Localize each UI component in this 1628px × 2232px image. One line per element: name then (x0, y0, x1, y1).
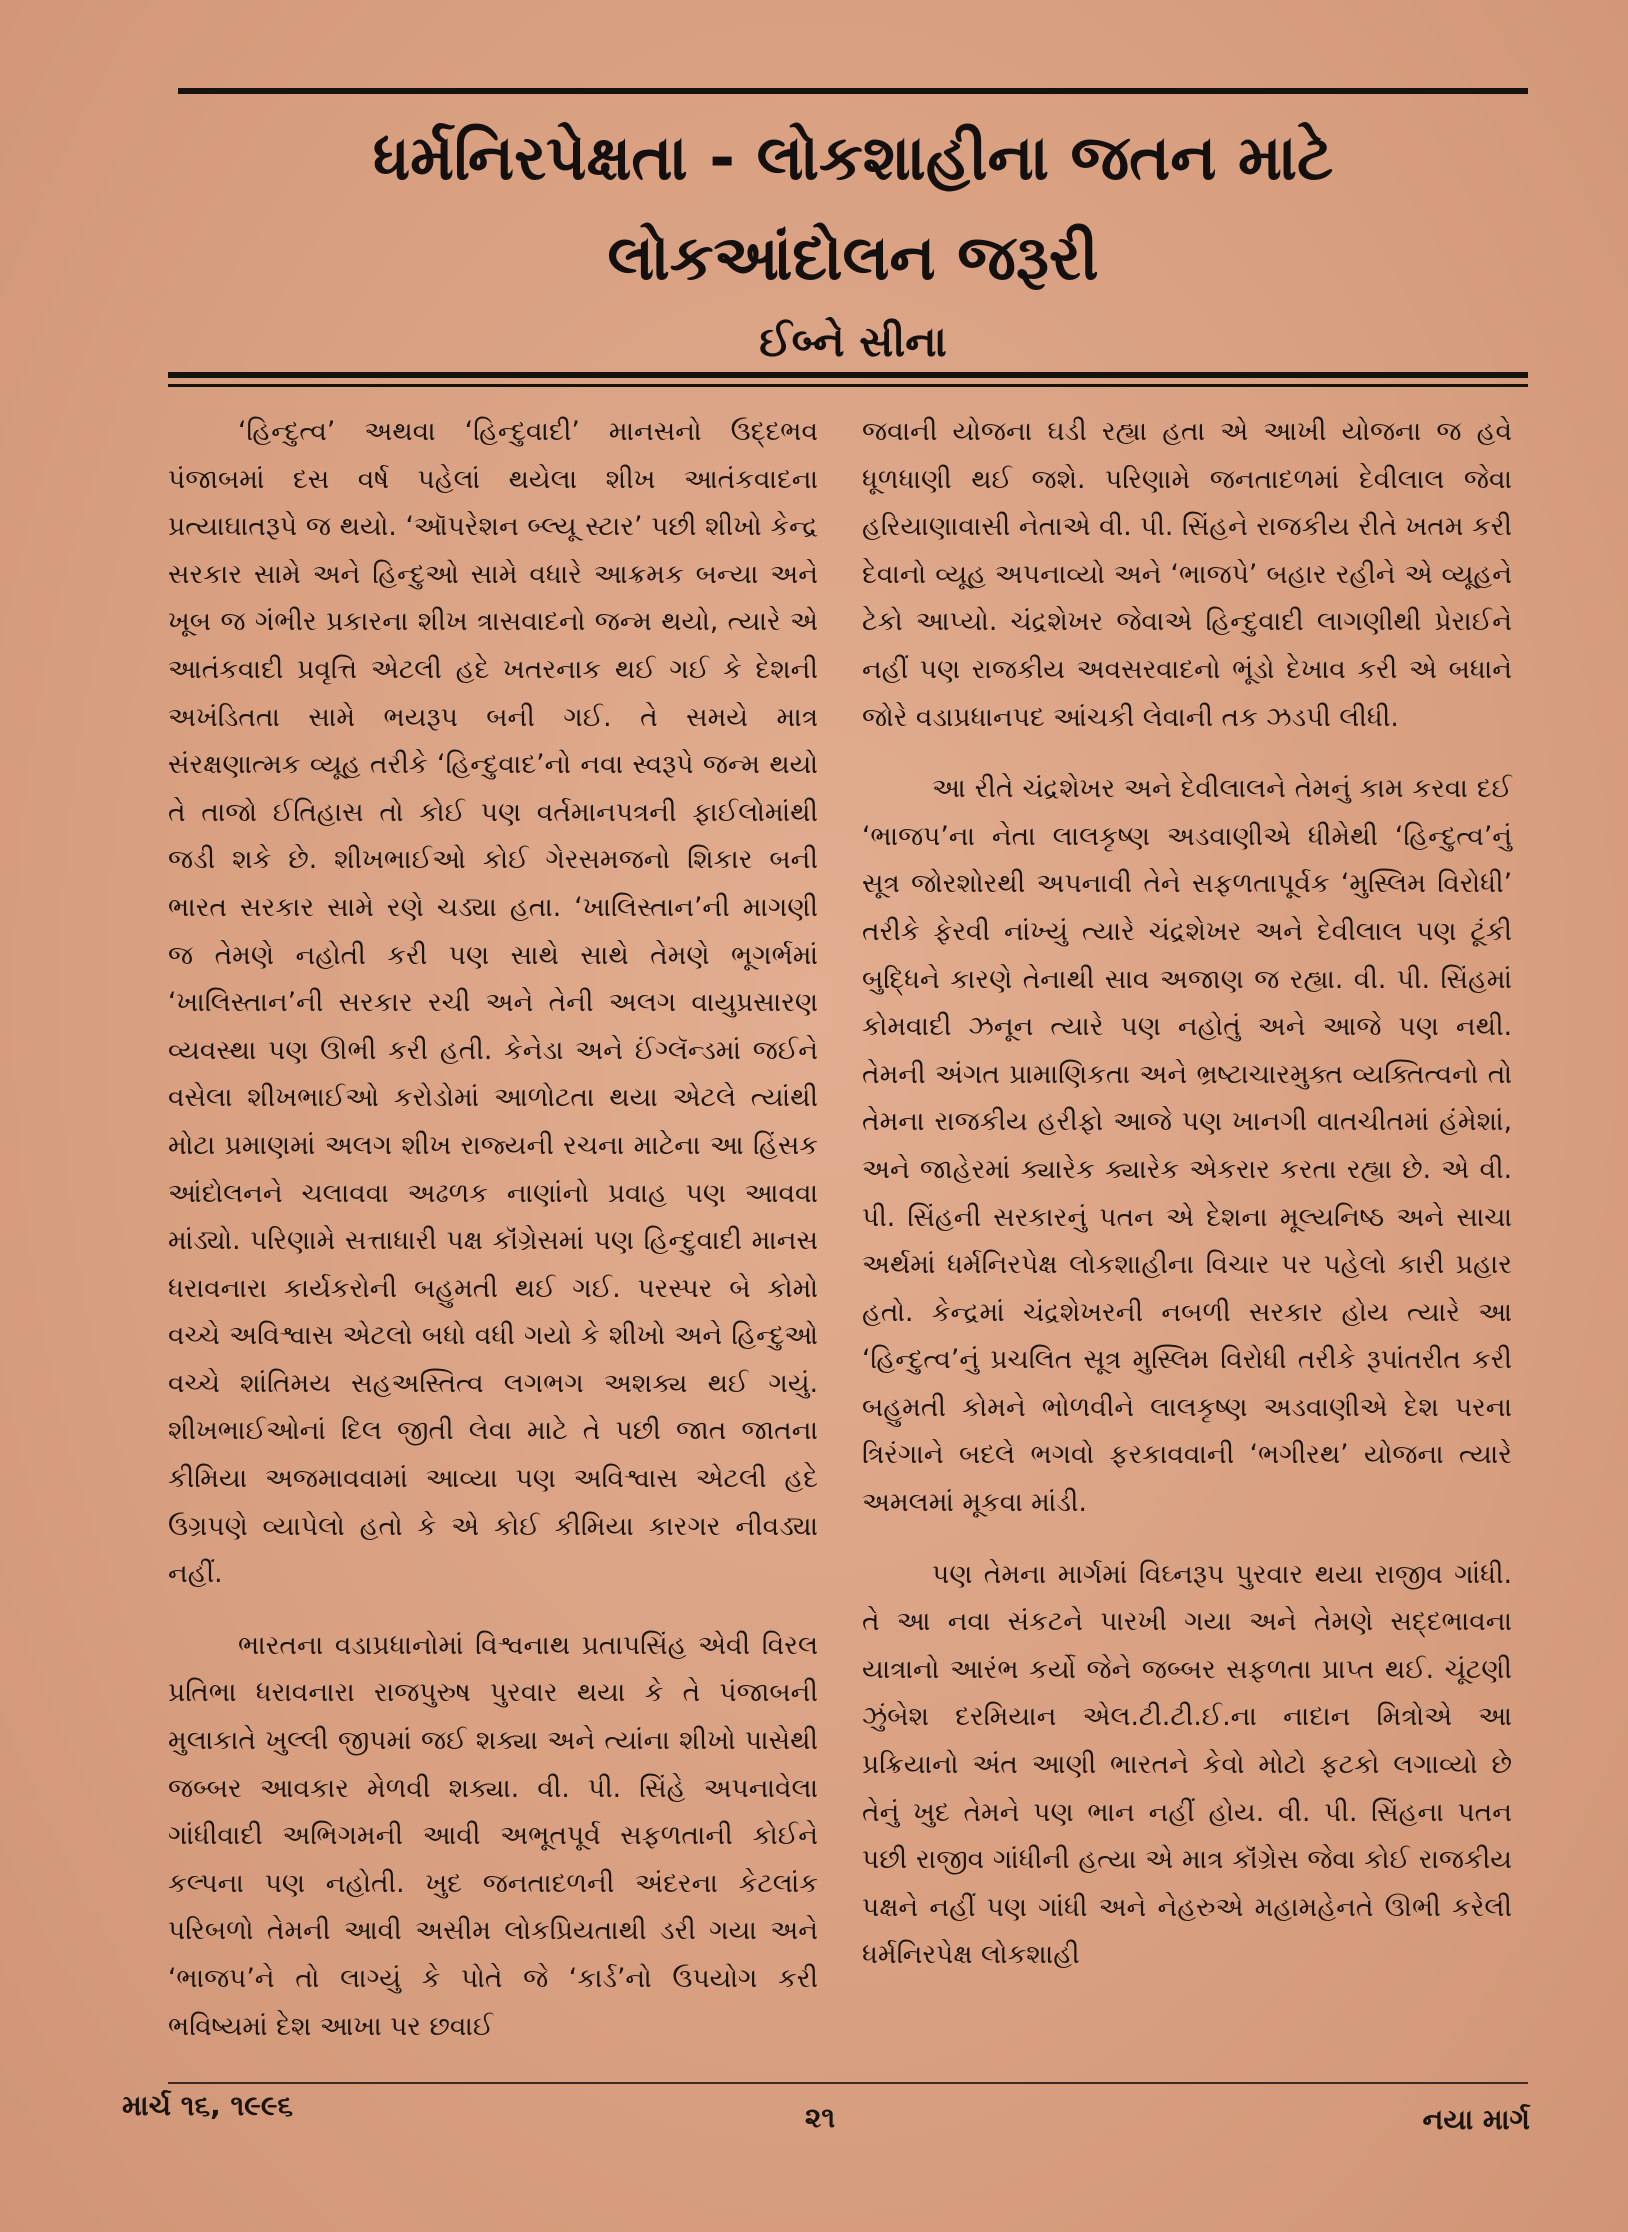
issue-date: માર્ચ ૧૬, ૧૯૯૬ (122, 2089, 294, 2122)
paragraph: પણ તેમના માર્ગમાં વિઘ્નરૂપ પુરવાર થયા રાજીવ ગાંધી. તે આ નવા સંકટને પારખી ગયા અને તેમણે સદ્દભાવના યાત્રાનો આરંભ કર્યો જેને જબ્બર સફળતા પ્રાપ્ત થઈ. ચૂંટણી ઝુંબેશ દરમિયાન એલ.ટી.ટી.ઈ.ના નાદાન મિત્રોએ આ પ્રક્રિયાનો અંત આણી ભારતને કેવો મોટો ફટકો લગાવ્યો છે તેનું ખુદ તેમને પણ ભાન નહીં હોય. વી. પી. સિંહના પતન પછી રાજીવ ગાંધીની હત્યા એ માત્ર કૉંગ્રેસ જેવા કોઈ રાજકીય પક્ષને નહીં પણ ગાંધી અને નેહરુએ મહામહેનતે ઊભી કરેલી ધર્મનિરપેક્ષ લોકશાહી (862, 1558, 1512, 1971)
magazine-name: નયા માર્ગ (1422, 2103, 1530, 2136)
paragraph: આ રીતે ચંદ્રશેખર અને દેવીલાલને તેમનું કામ કરવા દઈ ‘ભાજપ’ના નેતા લાલકૃષ્ણ અડવાણીએ ધીમેથી ‘હિન્દુત્વ’નું સૂત્ર જોરશોરથી અપનાવી તેને સફળતાપૂર્વક ‘મુસ્લિમ વિરોધી’ તરીકે ફેરવી નાંખ્યું ત્યારે ચંદ્રશેખર અને દેવીલાલ પણ ટૂંકી બુદ્ધિને કારણે તેનાથી સાવ અજાણ જ રહ્યા. વી. પી. સિંહમાં કોમવાદી ઝનૂન ત્યારે પણ નહોતું અને આજે પણ નથી. તેમની અંગત પ્રામાણિકતા અને ભ્રષ્ટાચારમુક્ત વ્યક્તિત્વનો તો તેમના રાજકીય હરીફો આજે પણ ખાનગી વાતચીતમાં હંમેશાં, અને જાહેરમાં ક્યારેક ક્યારેક એકરાર કરતા રહ્યા છે. એ વી. પી. સિંહની સરકારનું પતન એ દેશના મૂલ્યનિષ્ઠ અને સાચા અર્થમાં ધર્મનિરપેક્ષ લોકશાહીના વિચાર પર પહેલો કારી પ્રહાર હતો. કેન્દ્રમાં ચંદ્રશેખરની નબળી સરકાર હોય ત્યારે આ ‘હિન્દુત્વ’નું પ્રચલિત સૂત્ર મુસ્લિમ વિરોધી તરીકે રૂપાંતરીત કરી બહુમતી કોમને ભોળવીને લાલકૃષ્ણ અડવાણીએ દેશ પરના ત્રિરંગાને બદલે ભગવો ફરકાવવાની ‘ભગીરથ’ યોજના ત્યારે અમલમાં મૂકવા માંડી. (862, 773, 1512, 1519)
page-number: ૨૧ (804, 2101, 836, 2134)
footer-rule (168, 2082, 1528, 2084)
header-rule-thick (168, 372, 1528, 378)
left-column (168, 408, 818, 2074)
article-title-line-2: લોકઆંદોલન જરૂરી (607, 221, 1099, 294)
paragraph: ભારતના વડાપ્રધાનોમાં વિશ્વનાથ પ્રતાપસિંહ એવી વિરલ પ્રતિભા ધરાવનારા રાજપુરુષ પુરવાર થયા કે તે પંજાબની મુલાકાતે ખુલ્લી જીપમાં જઈ શક્યા અને ત્યાંના શીખો પાસેથી જબ્બર આવકાર મેળવી શક્યા. વી. પી. સિંહે અપનાવેલા ગાંધીવાદી અભિગમની આવી અભૂતપૂર્વ સફળતાની કોઈને કલ્પના પણ નહોતી. ખુદ જનતાદળની અંદરના કેટલાંક પરિબળો તેમની આવી અસીમ લોકપ્રિયતાથી ડરી ગયા અને ‘ભાજપ’ને તો લાગ્યું કે પોતે જે ‘કાર્ડ’નો ઉપયોગ કરી ભવિષ્યમાં દેશ આખા પર છવાઈ (168, 1629, 818, 2042)
article-title-line-1: ધર્મનિરપેક્ષતા - લોકશાહીના જતન માટે (372, 121, 1334, 194)
right-column (862, 408, 1512, 2003)
article-author: ઈબ્ને સીના (759, 317, 947, 366)
paragraph: ‘હિન્દુત્વ’ અથવા ‘હિન્દુવાદી’ માનસનો ઉદ્દભવ પંજાબમાં દસ વર્ષ પહેલાં થયેલા શીખ આતંકવાદના પ્રત્યાઘાતરૂપે જ થયો. ‘ઑપરેશન બ્લ્યૂ સ્ટાર’ પછી શીખો કેન્દ્ર સરકાર સામે અને હિન્દુઓ સામે વધારે આક્રમક બન્યા અને ખૂબ જ ગંભીર પ્રકારના શીખ ત્રાસવાદનો જન્મ થયો, ત્યારે એ આતંકવાદી પ્રવૃત્તિ એટલી હદે ખતરનાક થઈ ગઈ કે દેશની અખંડિતતા સામે ભયરૂપ બની ગઈ. તે સમયે માત્ર સંરક્ષણાત્મક વ્યૂહ તરીકે ‘હિન્દુવાદ’નો નવા સ્વરૂપે જન્મ થયો તે તાજો ઈતિહાસ તો કોઈ પણ વર્તમાનપત્રની ફાઈલોમાંથી જડી શકે છે. શીખભાઈઓ કોઈ ગેરસમજનો શિકાર બની ભારત સરકાર સામે રણે ચડ્યા હતા. ‘ખાલિસ્તાન’ની માગણી જ તેમણે નહોતી કરી પણ સાથે સાથે તેમણે ભૂગર્ભમાં ‘ખાલિસ્તાન’ની સરકાર રચી અને તેની અલગ વાયુપ્રસારણ વ્યવસ્થા પણ ઊભી કરી હતી. કેનેડા અને ઈંગ્લૅન્ડમાં જઈને વસેલા શીખભાઈઓ કરોડોમાં આળોટતા થયા એટલે ત્યાંથી મોટા પ્રમાણમાં અલગ શીખ રાજ્યની રચના માટેના આ હિંસક આંદોલનને ચલાવવા અઢળક નાણાંનો પ્રવાહ પણ આવવા માંડ્યો. પરિણામે સત્તાધારી પક્ષ કૉંગ્રેસમાં પણ હિન્દુવાદી માનસ ધરાવનારા કાર્યકરોની બહુમતી થઈ ગઈ. પરસ્પર બે કોમો વચ્ચે અવિશ્વાસ એટલો બધો વધી ગયો કે શીખો અને હિન્દુઓ વચ્ચે શાંતિમય સહઅસ્તિત્વ લગભગ અશક્ય થઈ ગયું. શીખભાઈઓનાં દિલ જીતી લેવા માટે તે પછી જાત જાતના કીમિયા અજમાવવામાં આવ્યા પણ અવિશ્વાસ એટલી હદે ઉગ્રપણે વ્યાપેલો હતો કે એ કોઈ કીમિયા કારગર નીવડ્યા નહીં. (168, 416, 818, 1590)
top-rule (178, 88, 1528, 94)
header-rule-thin (168, 384, 1528, 387)
paragraph: જવાની યોજના ઘડી રહ્યા હતા એ આખી યોજના જ હવે ધૂળધાણી થઈ જશે. પરિણામે જનતાદળમાં દેવીલાલ જેવા હરિયાણાવાસી નેતાએ વી. પી. સિંહને રાજકીય રીતે ખતમ કરી દેવાનો વ્યૂહ અપનાવ્યો અને ‘ભાજપે’ બહાર રહીને એ વ્યૂહને ટેકો આપ્યો. ચંદ્રશેખર જેવાએ હિન્દુવાદી લાગણીથી પ્રેરાઈને નહીં પણ રાજકીય અવસરવાદનો ભૂંડો દેખાવ કરી એ બધાને જોરે વડાપ્રધાનપદ આંચકી લેવાની તક ઝડપી લીધી. (862, 416, 1512, 733)
article-title (178, 108, 1528, 308)
